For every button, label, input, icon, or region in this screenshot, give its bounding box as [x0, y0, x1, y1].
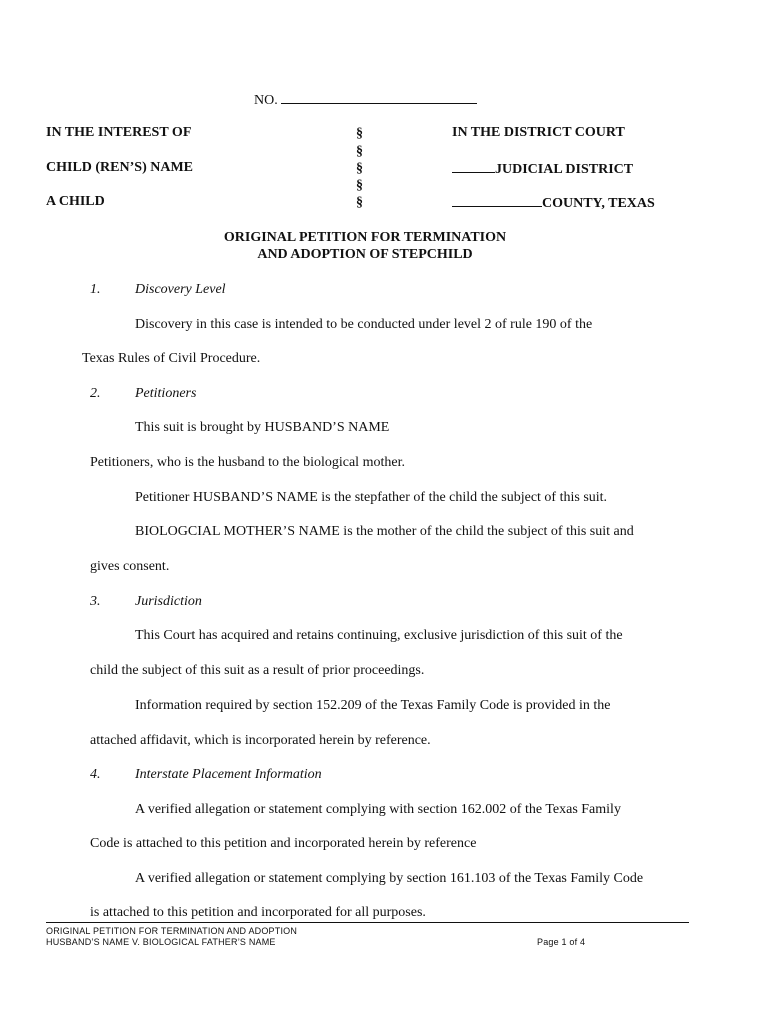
footer-divider: [46, 922, 689, 923]
caption-child-name: CHILD (REN’S) NAME: [46, 160, 193, 175]
case-number-label: NO.: [254, 93, 278, 108]
caption-interest: IN THE INTEREST OF: [46, 125, 192, 140]
paragraph-line: Information required by section 152.209 of the Texas Family Code is provided in the: [135, 698, 611, 713]
county-label: COUNTY, TEXAS: [542, 196, 655, 211]
paragraph-line: Texas Rules of Civil Procedure.: [82, 351, 261, 366]
section-heading-jurisdiction: Jurisdiction: [135, 594, 202, 609]
section-mark: §: [356, 178, 363, 193]
paragraph-line: Code is attached to this petition and incorporated herein by reference: [90, 836, 477, 851]
section-mark: §: [356, 144, 363, 159]
paragraph-line: Petitioners, who is the husband to the biological mother.: [90, 455, 405, 470]
footer-page-number: Page 1 of 4: [537, 937, 586, 947]
section-mark: §: [356, 161, 363, 176]
section-number: 4.: [90, 767, 101, 782]
county-blank: [452, 194, 542, 207]
caption-district-court: IN THE DISTRICT COURT: [452, 125, 625, 140]
paragraph-line: gives consent.: [90, 559, 170, 574]
section-heading-petitioners: Petitioners: [135, 386, 197, 401]
section-number: 1.: [90, 282, 101, 297]
paragraph-line: is attached to this petition and incorporated for all purposes.: [90, 905, 426, 920]
paragraph-line: BIOLOGCIAL MOTHER’S NAME is the mother of the child the subject of this suit and: [135, 524, 634, 539]
paragraph-line: child the subject of this suit as a result of prior proceedings.: [90, 663, 425, 678]
section-mark: §: [356, 126, 363, 141]
caption-a-child: A CHILD: [46, 194, 105, 209]
judicial-district-label: JUDICIAL DISTRICT: [495, 162, 634, 177]
paragraph-line: A verified allegation or statement complying by section 161.103 of the Texas Family Code: [135, 871, 644, 886]
paragraph-line: This Court has acquired and retains continuing, exclusive jurisdiction of this suit of the: [135, 628, 623, 643]
section-mark: §: [356, 195, 363, 210]
document-title-line1: ORIGINAL PETITION FOR TERMINATION: [223, 230, 507, 245]
paragraph-line: Petitioner HUSBAND’S NAME is the stepfather of the child the subject of this suit.: [135, 490, 608, 505]
footer-parties: HUSBAND’S NAME V. BIOLOGICAL FATHER’S NAME: [46, 937, 276, 947]
document-title-line2: AND ADOPTION OF STEPCHILD: [257, 247, 473, 262]
paragraph-line: attached affidavit, which is incorporated herein by reference.: [90, 733, 431, 748]
section-heading-interstate: Interstate Placement Information: [135, 767, 322, 782]
caption-county: [452, 194, 655, 212]
paragraph-line: A verified allegation or statement complying with section 162.002 of the Texas Family: [135, 802, 621, 817]
case-number-blank: [281, 91, 477, 104]
case-number: [254, 91, 477, 109]
judicial-district-blank: [452, 160, 495, 173]
paragraph-line: This suit is brought by HUSBAND’S NAME: [135, 420, 390, 435]
section-number: 2.: [90, 386, 101, 401]
paragraph-line: Discovery in this case is intended to be conducted under level 2 of rule 190 of the: [135, 317, 593, 332]
footer-title: ORIGINAL PETITION FOR TERMINATION AND ADOPTION: [46, 926, 298, 936]
section-heading-discovery: Discovery Level: [135, 282, 226, 297]
caption-judicial-district: [452, 160, 633, 178]
section-number: 3.: [90, 594, 101, 609]
